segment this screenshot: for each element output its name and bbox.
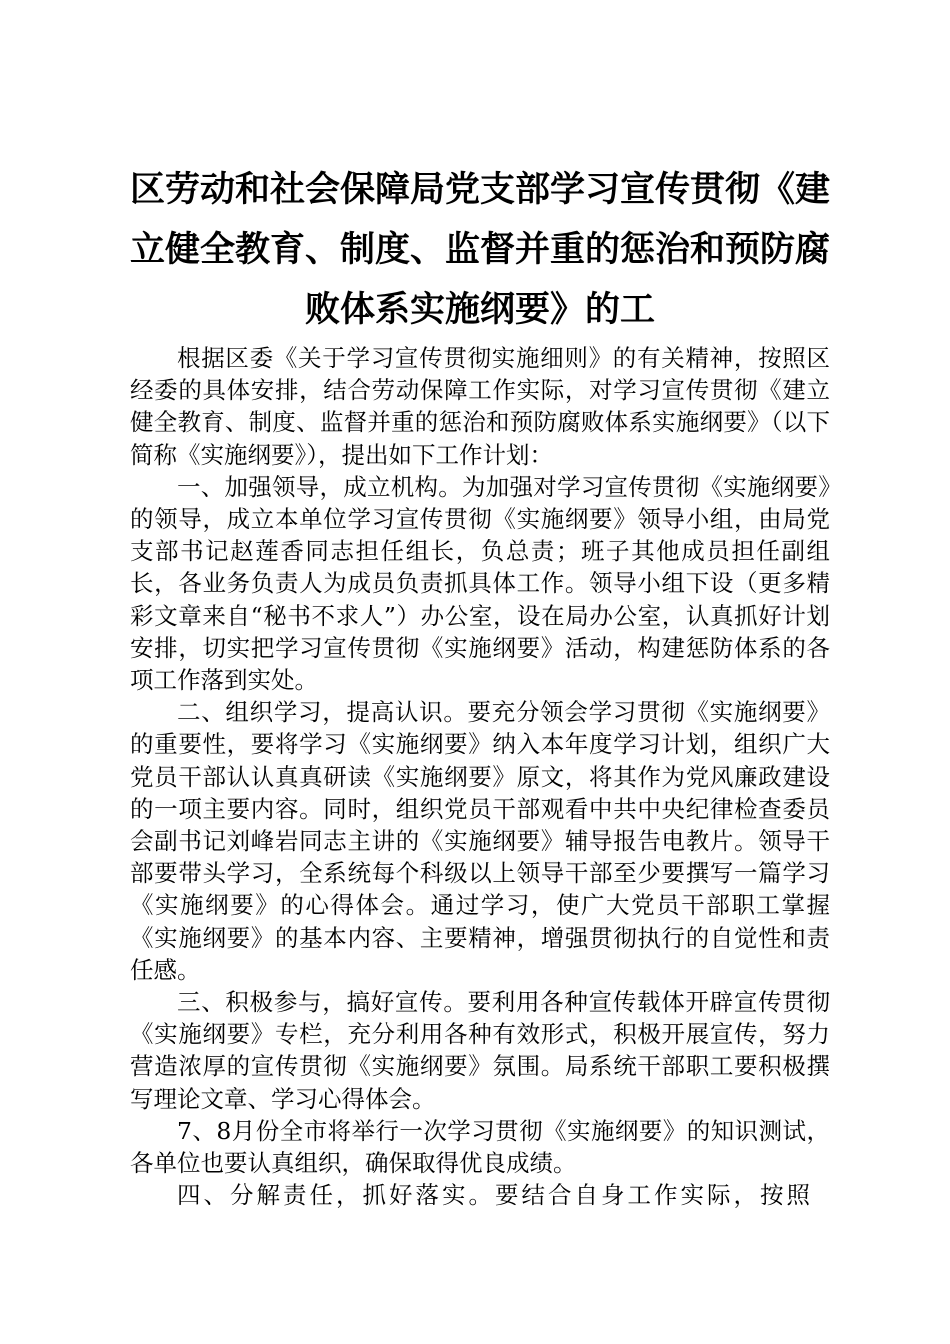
paragraph-knowledge-test: 7、8月份全市将举行一次学习贯彻《实施纲要》的知识测试，各单位也要认真组织，确保取得优良成绩。 <box>130 1116 830 1178</box>
paragraph-section-1: 一、加强领导，成立机构。为加强对学习宣传贯彻《实施纲要》的领导，成立本单位学习宣传贯彻《实施纲要》领导小组，由局党支部书记赵莲香同志担任组长，负总责；班子其他成员担任副组长，各业务负责人为成员负责抓具体工作。领导小组下设（更多精彩文章来自“秘书不求人”）办公室，设在局办公室，认真抓好计划安排，切实把学习宣传贯彻《实施纲要》活动，构建惩防体系的各项工作落到实处。 <box>130 472 830 695</box>
paragraph-section-2: 二、组织学习，提高认识。要充分领会学习贯彻《实施纲要》的重要性，要将学习《实施纲要》纳入本年度学习计划，组织广大党员干部认认真真研读《实施纲要》原文，将其作为党风廉政建设的一项主要内容。同时，组织党员干部观看中共中央纪律检查委员会副书记刘峰岩同志主讲的《实施纲要》辅导报告电教片。领导干部要带头学习，全系统每个科级以上领导干部至少要撰写一篇学习《实施纲要》的心得体会。通过学习，使广大党员干部职工掌握《实施纲要》的基本内容、主要精神，增强贯彻执行的自觉性和责任感。 <box>130 698 830 984</box>
paragraph-section-3: 三、积极参与，搞好宣传。要利用各种宣传载体开辟宣传贯彻《实施纲要》专栏，充分利用各种有效形式，积极开展宣传，努力营造浓厚的宣传贯彻《实施纲要》氛围。局系统干部职工要积极撰写理论文章、学习心得体会。 <box>130 988 830 1113</box>
paragraph-section-4: 四、分解责任，抓好落实。要结合自身工作实际，按照 <box>177 1181 813 1210</box>
document-page <box>130 160 830 1211</box>
document-title: 区劳动和社会保障局党支部学习宣传贯彻《建立健全教育、制度、监督并重的惩治和预防腐败体系实施纲要》的工 <box>130 169 831 330</box>
paragraph-intro: 根据区委《关于学习宣传贯彻实施细则》的有关精神，按照区经委的具体安排，结合劳动保障工作实际，对学习宣传贯彻《建立健全教育、制度、监督并重的惩治和预防腐败体系实施纲要》（以下简称《实施纲要》），提出如下工作计划： <box>130 344 830 469</box>
